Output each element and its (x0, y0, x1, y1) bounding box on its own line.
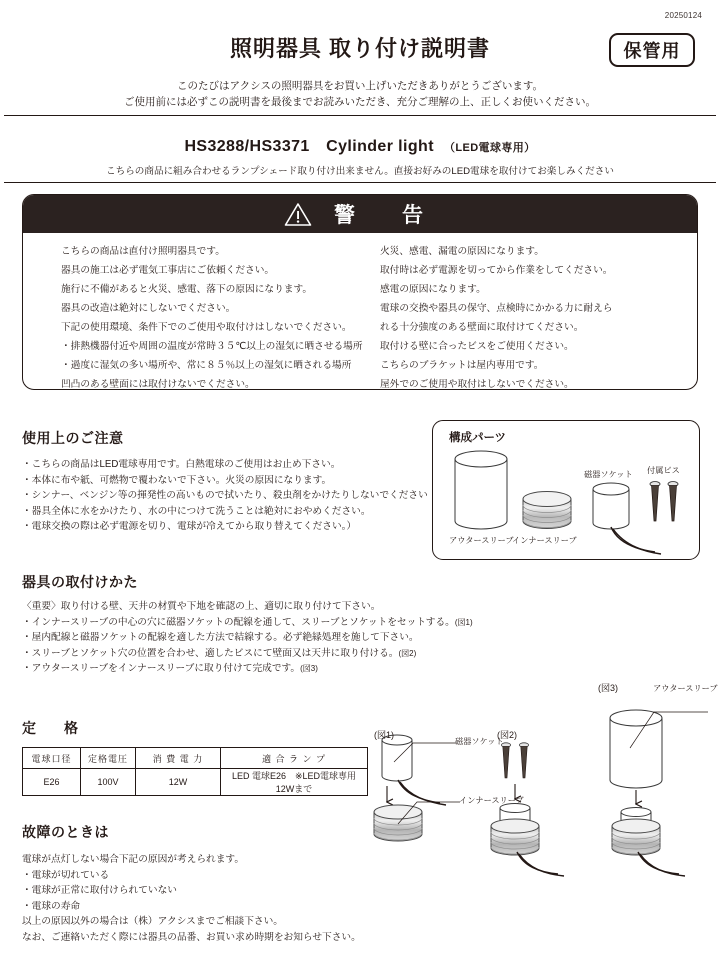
column-header: 電球口径 (23, 748, 81, 769)
warning-right-line: 取付ける壁に合ったビスをご使用ください。 (380, 341, 574, 352)
parts-heading: 構成パーツ (449, 432, 507, 444)
table-cell: 12W (136, 769, 221, 796)
socket-shape (593, 483, 661, 554)
spec-table (22, 747, 368, 796)
table-cell: E26 (23, 769, 81, 796)
page-title: 照明器具 取り付け説明書 (229, 36, 491, 61)
table-cell: 100V (81, 769, 136, 796)
warning-column-left (23, 246, 363, 390)
warning-right-line: 取付時は必ず電源を切ってから作業をしてください。 (380, 265, 613, 276)
usage-heading: 使用上のご注意 (22, 430, 124, 446)
parts-label-outer-sleeve: アウタースリーブ (449, 536, 514, 545)
usage-item: ・電球交換の際は必ず電源を切り、電球が冷えてから取り替えてください。） (22, 521, 357, 532)
figure-1-label-socket: 磁器ソケット (455, 737, 504, 746)
divider-product (4, 182, 716, 183)
column-header: 消 費 電 力 (136, 748, 221, 769)
install-heading: 器具の取付けかた (22, 574, 138, 590)
inner-sleeve-shape (523, 492, 571, 529)
install-item-ref: (図3) (300, 664, 318, 673)
warning-left-line: 器具の改造は絶対にしないでください。 (61, 303, 236, 314)
column-header: 定格電圧 (81, 748, 136, 769)
figure-3-number: (図3) (598, 683, 618, 693)
figures-diagram (372, 700, 712, 890)
usage-item: ・こちらの商品はLED電球専用です。白熱電球のご使用はお止め下さい。 (22, 459, 341, 470)
table-row (23, 769, 368, 796)
intro-text (0, 78, 720, 110)
intro-line-2: ご使用前には必ずこの説明書を最後までお読みいただき、充分ご理解の上、正しくお使いください。 (123, 96, 597, 108)
warning-right-line: 火災、感電、漏電の原因になります。 (380, 246, 544, 257)
trouble-item: ・電球の寿命 (22, 900, 81, 912)
product-model-row (0, 133, 720, 156)
usage-item: ・本体に布や紙、可燃物で覆わないで下さい。火災の原因になります。 (22, 474, 332, 486)
usage-item: ・シンナー、ベンジン等の揮発性の高いもので拭いたり、殺虫剤をかけたりしないでください (22, 490, 428, 501)
title-row (0, 30, 720, 72)
rating-heading: 定 格 (22, 720, 85, 736)
warning-left-line: 凹凸のある壁面には取付けないでください。 (61, 379, 255, 390)
trouble-heading: 故障のときは (22, 824, 109, 840)
keep-badge: 保管用 (609, 33, 695, 67)
document-date-code: 20250124 (664, 11, 702, 20)
warning-left-line: 施行に不備があると火災、感電、落下の原因になります。 (61, 284, 313, 295)
product-model: HS3288/HS3371 Cylinder light (184, 138, 434, 155)
warning-left-line: こちらの商品は直付け照明器具です。 (61, 246, 225, 257)
figure-2-shape (491, 743, 564, 876)
product-suffix: （LED電球専用） (443, 142, 536, 154)
table-header-row (23, 748, 368, 769)
figure-3-shape (610, 710, 708, 876)
outer-sleeve-shape (455, 451, 507, 529)
warning-box (22, 194, 698, 390)
install-item-text: ・屋内配線と磁器ソケットの配線を適した方法で結線する。必ず絶縁処理を施して下さい。 (22, 632, 419, 643)
product-block (0, 133, 720, 177)
trouble-footer-2: なお、ご連絡いただく際には器具の品番、お買い求め時期をお知らせ下さい。 (22, 931, 361, 943)
warning-right-line: れる十分強度のある壁面に取付けてください。 (380, 322, 584, 333)
install-lead: 〈重要〉取り付ける壁、天井の材質や下地を確認の上、適切に取り付けて下さい。 (22, 601, 381, 612)
install-item (22, 615, 482, 631)
column-header: 適 合 ラ ン プ (221, 748, 368, 769)
product-note: こちらの商品に組み合わせるランプシェード取り付け出来ません。直接お好みのLED電球を取付けてお楽しみください (106, 166, 614, 177)
usage-item: ・器具全体に水をかけたり、水の中につけて洗うことは絶対におやめください。 (22, 505, 371, 517)
warning-body (23, 233, 697, 390)
usage-section (22, 428, 432, 535)
table-cell: LED 電球E26 ※LED電球専用 12Wまで (221, 769, 368, 796)
warning-right-line: こちらのブラケットは屋内専用です。 (380, 360, 544, 371)
install-item-text: ・インナースリーブの中心の穴に磁器ソケットの配線を通して、スリーブとソケットをセットする。 (22, 616, 455, 628)
figure-1-number: (図1) (374, 730, 394, 740)
warning-heading: 警 告 (334, 204, 436, 227)
trouble-item: ・電球が切れている (22, 869, 110, 881)
figure-3-label-outer-sleeve: アウタースリーブ (653, 684, 718, 693)
parts-label-inner-sleeve: インナースリーブ (512, 536, 577, 545)
warning-right-line: 感電の原因になります。 (380, 284, 486, 295)
trouble-item: ・電球が正常に取付けられていない (22, 885, 177, 896)
figure-1-label-inner-sleeve: インナースリーブ (459, 796, 524, 805)
install-item-ref: (図1) (454, 617, 473, 627)
divider-top (4, 115, 716, 116)
parts-label-socket: 磁器ソケット (584, 470, 633, 479)
figure-2-number: (図2) (497, 730, 517, 740)
install-item-ref: (図2) (398, 648, 417, 658)
parts-box (432, 420, 700, 560)
figure-1-shape (374, 735, 460, 841)
trouble-lead: 電球が点灯しない場合下記の原因が考えられます。 (22, 854, 245, 865)
warning-left-line: ・過度に湿気の多い場所や、常に８５％以上の湿気に晒される場所 (61, 360, 352, 371)
trouble-footer-1: 以上の原因以外の場合は（株）アクシスまでご相談下さい。 (22, 916, 283, 927)
warning-left-line: 器具の施工は必ず電気工事店にご依頼ください。 (61, 265, 275, 276)
install-item-text: ・スリーブとソケット穴の位置を合わせ、適したビスにて壁面又は天井に取り付ける。 (22, 647, 399, 659)
rating-section (22, 718, 372, 796)
install-section (22, 572, 482, 677)
install-item-text: ・アウタースリーブをインナースリーブに取り付けて完成です。 (22, 663, 301, 674)
parts-label-screws: 付属ビス (647, 466, 680, 475)
install-item (22, 646, 482, 662)
warning-header (23, 195, 697, 233)
warning-right-line: 屋外でのご使用や取付はしないでください。 (380, 379, 574, 390)
warning-triangle-icon (284, 202, 312, 227)
screws-shape (650, 482, 678, 521)
intro-line-1: このたびはアクシスの照明器具をお買い上げいただきありがとうございます。 (176, 80, 544, 92)
warning-right-line: 電球の交換や器具の保守、点検時にかかる力に耐えら (380, 303, 613, 314)
install-item (22, 630, 482, 646)
warning-left-line: 下記の使用環境、条件下でのご使用や取付けはしないでください。 (61, 322, 352, 333)
warning-column-right (360, 246, 697, 390)
install-item (22, 661, 482, 677)
warning-left-line: ・排熱機器付近や周囲の温度が常時３５℃以上の湿気に晒させる場所 (61, 341, 363, 352)
